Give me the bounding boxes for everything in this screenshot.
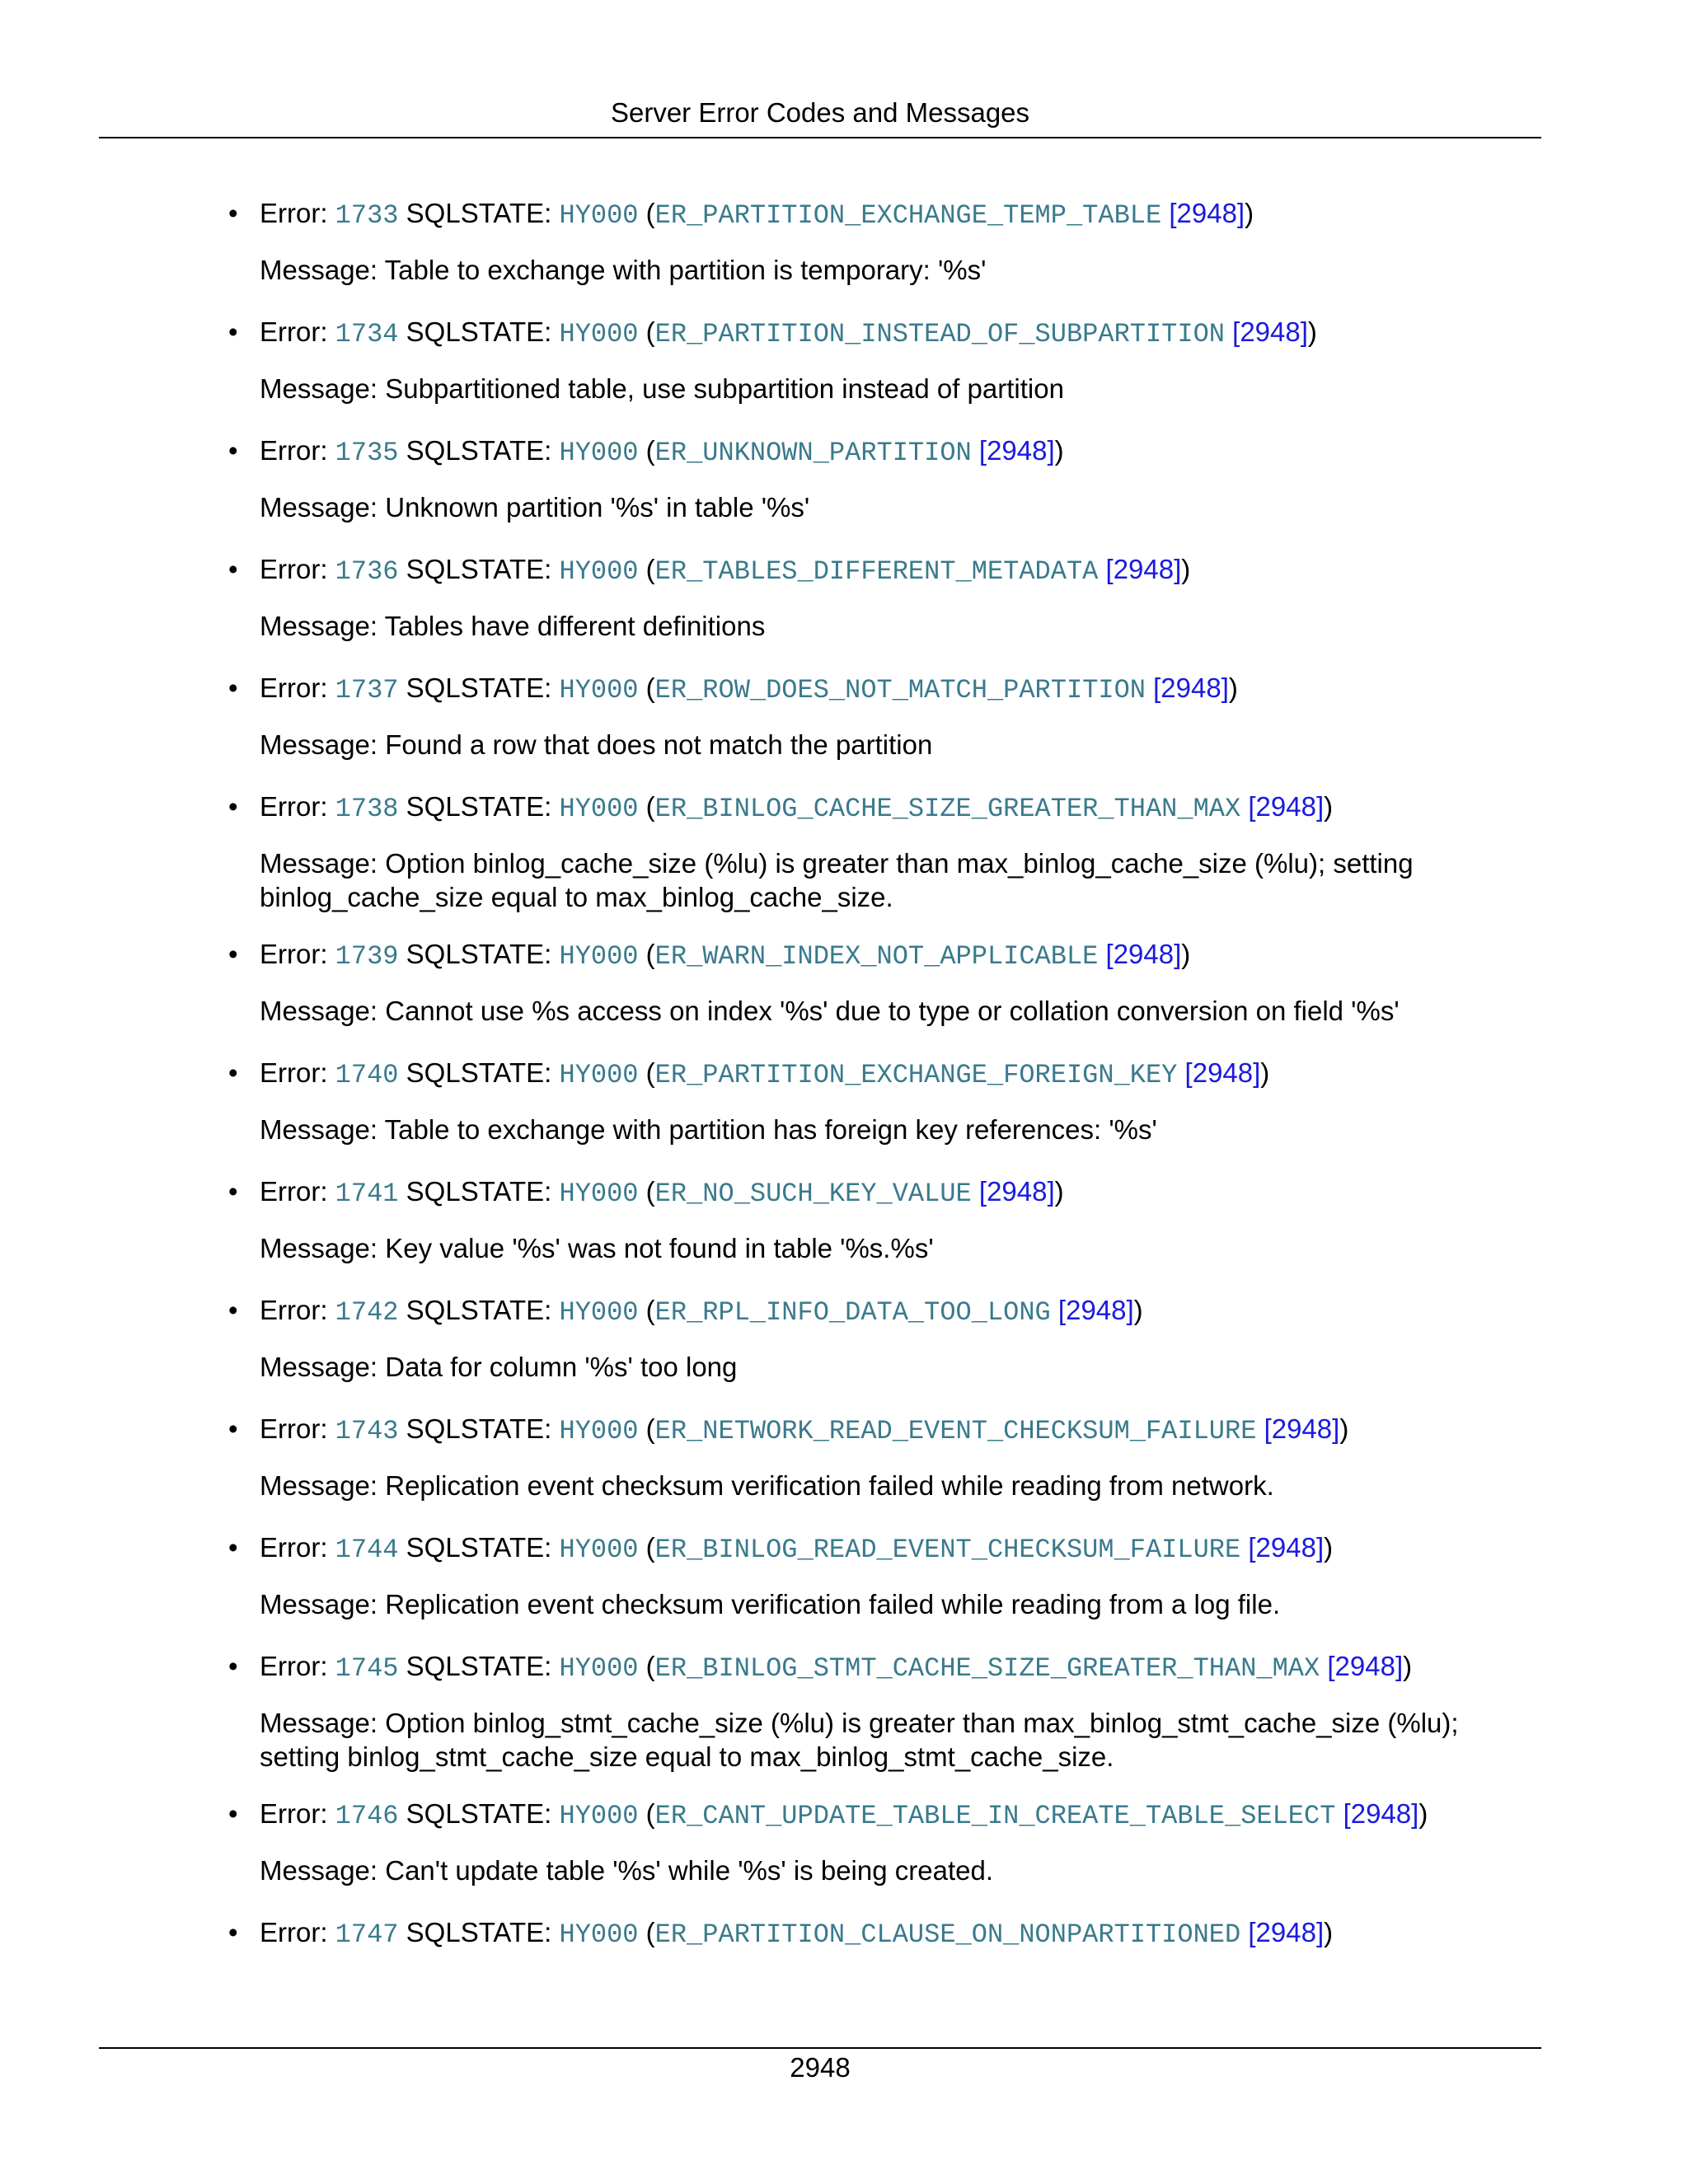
sqlstate-value: HY000 [559,1416,639,1446]
error-entry [0,1527,1496,1621]
page-ref-link[interactable]: [2948] [1105,939,1182,969]
error-message: Message: Data for column '%s' too long [260,1352,738,1382]
error-message: Message: Key value '%s' was not found in table '%s.%s' [260,1233,934,1263]
bullet-icon: • [228,1295,238,1325]
bullet-icon: • [228,1176,238,1207]
bullet-icon: • [228,673,238,703]
error-entry [0,786,1496,914]
error-message: Message: Cannot use %s access on index '%s' due to type or collation conversion on field '%s' [260,996,1400,1026]
sqlstate-label: SQLSTATE: [406,791,560,822]
error-label: Error: [260,1057,335,1088]
error-line: Error: 1736 SQLSTATE: HY000 (ER_TABLES_DIFFERENT_METADATA [2948]) [260,554,1191,587]
error-line: Error: 1745 SQLSTATE: HY000 (ER_BINLOG_STMT_CACHE_SIZE_GREATER_THAN_MAX [2948]) [260,1651,1413,1684]
error-entry [0,1912,1496,1956]
error-symbol: ER_UNKNOWN_PARTITION [654,438,972,468]
error-line: Error: 1733 SQLSTATE: HY000 (ER_PARTITION_EXCHANGE_TEMP_TABLE [2948]) [260,198,1254,231]
sqlstate-label: SQLSTATE: [406,554,560,584]
error-code: 1745 [335,1653,399,1684]
error-label: Error: [260,316,335,347]
error-line: Error: 1740 SQLSTATE: HY000 (ER_PARTITION_EXCHANGE_FOREIGN_KEY [2948]) [260,1057,1270,1090]
error-line: Error: 1743 SQLSTATE: HY000 (ER_NETWORK_READ_EVENT_CHECKSUM_FAILURE [2948]) [260,1413,1349,1446]
error-label: Error: [260,1295,335,1325]
error-symbol: ER_NO_SUCH_KEY_VALUE [654,1179,972,1209]
sqlstate-label: SQLSTATE: [406,435,560,466]
bullet-icon: • [228,1413,238,1444]
sqlstate-value: HY000 [559,675,639,705]
error-entry [0,430,1496,524]
bullet-icon: • [228,198,238,228]
error-code: 1735 [335,438,399,468]
bullet-icon: • [228,316,238,347]
error-entry [0,1171,1496,1265]
error-entry [0,312,1496,405]
error-label: Error: [260,435,335,466]
error-symbol: ER_PARTITION_INSTEAD_OF_SUBPARTITION [654,319,1225,349]
error-code: 1741 [335,1179,399,1209]
error-label: Error: [260,1798,335,1829]
sqlstate-value: HY000 [559,1801,639,1831]
error-message: Message: Unknown partition '%s' in table '%s' [260,492,810,523]
error-label: Error: [260,673,335,703]
sqlstate-label: SQLSTATE: [406,1917,560,1947]
error-symbol: ER_WARN_INDEX_NOT_APPLICABLE [654,941,1099,972]
error-entry [0,1290,1496,1384]
bullet-icon: • [228,1917,238,1947]
error-symbol: ER_ROW_DOES_NOT_MATCH_PARTITION [654,675,1146,705]
error-symbol: ER_BINLOG_STMT_CACHE_SIZE_GREATER_THAN_MAX [654,1653,1320,1684]
page-number: 2948 [790,2052,851,2083]
sqlstate-label: SQLSTATE: [406,316,560,347]
error-list [0,193,1688,1956]
page-ref-link[interactable]: [2948] [1248,791,1325,822]
sqlstate-label: SQLSTATE: [406,1651,560,1681]
sqlstate-value: HY000 [559,1535,639,1565]
error-line: Error: 1739 SQLSTATE: HY000 (ER_WARN_INDEX_NOT_APPLICABLE [2948]) [260,939,1191,972]
error-message: Message: Table to exchange with partition is temporary: '%s' [260,255,987,285]
error-message: Message: Replication event checksum verification failed while reading from a log file. [260,1589,1281,1619]
sqlstate-value: HY000 [559,1653,639,1684]
error-label: Error: [260,554,335,584]
bullet-icon: • [228,1057,238,1088]
page-ref-link[interactable]: [2948] [1264,1413,1340,1444]
sqlstate-label: SQLSTATE: [406,939,560,969]
error-entry [0,1052,1496,1146]
error-line: Error: 1737 SQLSTATE: HY000 (ER_ROW_DOES_NOT_MATCH_PARTITION [2948]) [260,673,1238,705]
error-entry [0,1793,1496,1887]
bullet-icon: • [228,791,238,822]
error-entry [0,934,1496,1028]
error-label: Error: [260,791,335,822]
error-line: Error: 1741 SQLSTATE: HY000 (ER_NO_SUCH_KEY_VALUE [2948]) [260,1176,1064,1209]
page-ref-link[interactable]: [2948] [1248,1532,1325,1563]
page-ref-link[interactable]: [2948] [978,1176,1055,1207]
sqlstate-label: SQLSTATE: [406,1532,560,1563]
error-symbol: ER_CANT_UPDATE_TABLE_IN_CREATE_TABLE_SELECT [654,1801,1336,1831]
error-label: Error: [260,1651,335,1681]
sqlstate-label: SQLSTATE: [406,1057,560,1088]
error-code: 1746 [335,1801,399,1831]
footer-rule [99,2047,1541,2049]
error-line: Error: 1746 SQLSTATE: HY000 (ER_CANT_UPDATE_TABLE_IN_CREATE_TABLE_SELECT [2948]) [260,1798,1428,1831]
sqlstate-value: HY000 [559,1179,639,1209]
error-label: Error: [260,939,335,969]
error-entry [0,549,1496,643]
error-message: Message: Option binlog_cache_size (%lu) is greater than max_binlog_cache_size (%lu); setting binlog_cache_size equal to max_binlog_cache_size. [260,848,1414,912]
sqlstate-value: HY000 [559,200,639,231]
error-label: Error: [260,1176,335,1207]
error-line: Error: 1742 SQLSTATE: HY000 (ER_RPL_INFO_DATA_TOO_LONG [2948]) [260,1295,1143,1328]
error-code: 1733 [335,200,399,231]
error-entry [0,1408,1496,1502]
page-header-title: Server Error Codes and Messages [610,97,1030,128]
error-symbol: ER_BINLOG_CACHE_SIZE_GREATER_THAN_MAX [654,794,1241,824]
error-line: Error: 1738 SQLSTATE: HY000 (ER_BINLOG_CACHE_SIZE_GREATER_THAN_MAX [2948]) [260,791,1334,824]
sqlstate-label: SQLSTATE: [406,1798,560,1829]
sqlstate-label: SQLSTATE: [406,198,560,228]
sqlstate-label: SQLSTATE: [406,673,560,703]
error-symbol: ER_PARTITION_EXCHANGE_TEMP_TABLE [654,200,1162,231]
error-label: Error: [260,1917,335,1947]
error-label: Error: [260,1532,335,1563]
page-ref-link[interactable]: [2948] [978,435,1055,466]
bullet-icon: • [228,1651,238,1681]
page-ref-link[interactable]: [2948] [1105,554,1182,584]
sqlstate-value: HY000 [559,1060,639,1090]
error-message: Message: Replication event checksum verification failed while reading from network. [260,1470,1274,1501]
error-entry [0,193,1496,287]
bullet-icon: • [228,554,238,584]
bullet-icon: • [228,939,238,969]
error-symbol: ER_NETWORK_READ_EVENT_CHECKSUM_FAILURE [654,1416,1257,1446]
page-ref-link[interactable]: [2948] [1248,1917,1325,1947]
page-ref-link[interactable]: [2948] [1153,673,1229,703]
error-code: 1737 [335,675,399,705]
error-code: 1734 [335,319,399,349]
error-code: 1739 [335,941,399,972]
error-entry [0,1646,1496,1774]
error-message: Message: Subpartitioned table, use subpartition instead of partition [260,373,1064,404]
sqlstate-label: SQLSTATE: [406,1413,560,1444]
error-code: 1740 [335,1060,399,1090]
error-line: Error: 1734 SQLSTATE: HY000 (ER_PARTITION_INSTEAD_OF_SUBPARTITION [2948]) [260,316,1317,349]
sqlstate-value: HY000 [559,794,639,824]
page-ref-link[interactable]: [2948] [1232,316,1308,347]
bullet-icon: • [228,1798,238,1829]
error-message: Message: Option binlog_stmt_cache_size (%lu) is greater than max_binlog_stmt_cache_size (%lu); setting binlog_stmt_cache_size equal to max_binlog_stmt_cache_size. [260,1708,1459,1772]
error-symbol: ER_BINLOG_READ_EVENT_CHECKSUM_FAILURE [654,1535,1241,1565]
sqlstate-value: HY000 [559,438,639,468]
bullet-icon: • [228,1532,238,1563]
error-symbol: ER_RPL_INFO_DATA_TOO_LONG [654,1297,1051,1328]
error-code: 1736 [335,556,399,587]
error-code: 1744 [335,1535,399,1565]
error-line: Error: 1744 SQLSTATE: HY000 (ER_BINLOG_READ_EVENT_CHECKSUM_FAILURE [2948]) [260,1532,1334,1565]
error-message: Message: Can't update table '%s' while '%s' is being created. [260,1855,993,1886]
error-message: Message: Found a row that does not match the partition [260,729,933,760]
error-symbol: ER_PARTITION_EXCHANGE_FOREIGN_KEY [654,1060,1178,1090]
error-code: 1738 [335,794,399,824]
page-ref-link[interactable]: [2948] [1343,1798,1419,1829]
error-symbol: ER_TABLES_DIFFERENT_METADATA [654,556,1099,587]
error-symbol: ER_PARTITION_CLAUSE_ON_NONPARTITIONED [654,1919,1241,1950]
sqlstate-value: HY000 [559,941,639,972]
sqlstate-value: HY000 [559,1919,639,1950]
error-code: 1743 [335,1416,399,1446]
error-message: Message: Table to exchange with partition has foreign key references: '%s' [260,1114,1157,1145]
error-label: Error: [260,1413,335,1444]
page-ref-link[interactable]: [2948] [1169,198,1245,228]
error-label: Error: [260,198,335,228]
page-ref-link[interactable]: [2948] [1327,1651,1404,1681]
sqlstate-value: HY000 [559,319,639,349]
sqlstate-value: HY000 [559,1297,639,1328]
error-message: Message: Tables have different definitions [260,611,766,641]
error-line: Error: 1735 SQLSTATE: HY000 (ER_UNKNOWN_PARTITION [2948]) [260,435,1064,468]
sqlstate-label: SQLSTATE: [406,1295,560,1325]
error-code: 1742 [335,1297,399,1328]
page-ref-link[interactable]: [2948] [1057,1295,1134,1325]
header-rule [99,137,1541,138]
error-line: Error: 1747 SQLSTATE: HY000 (ER_PARTITION_CLAUSE_ON_NONPARTITIONED [2948]) [260,1917,1334,1950]
bullet-icon: • [228,435,238,466]
sqlstate-label: SQLSTATE: [406,1176,560,1207]
error-entry [0,668,1496,762]
page-ref-link[interactable]: [2948] [1184,1057,1261,1088]
sqlstate-value: HY000 [559,556,639,587]
error-code: 1747 [335,1919,399,1950]
